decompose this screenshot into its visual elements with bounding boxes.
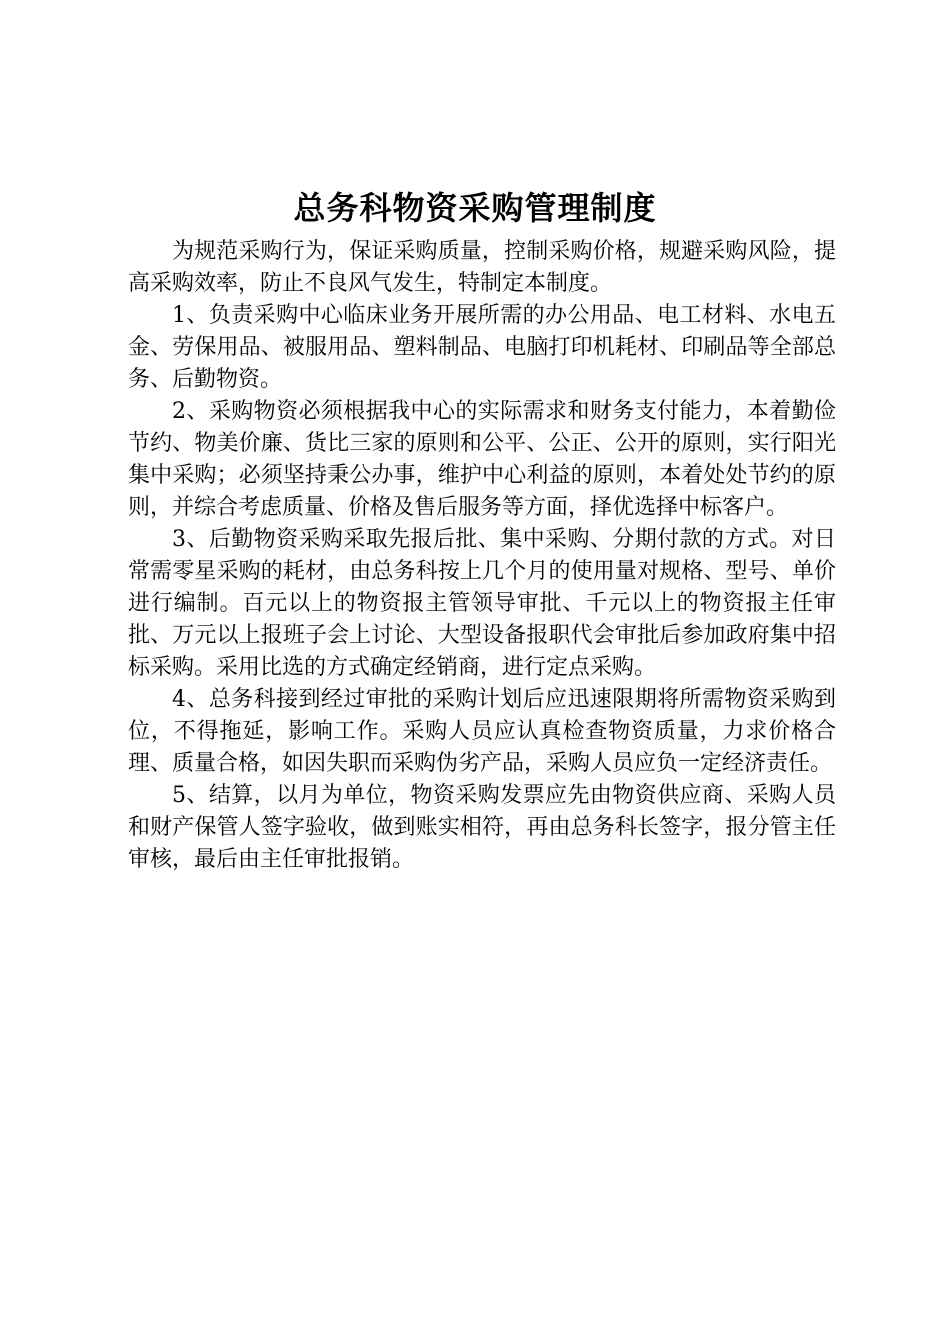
clause-5-paragraph: 5、结算，以月为单位，物资采购发票应先由物资供应商、采购人员和财产保管人签字验收，做到账实相符，再由总务科长签字，报分管主任审核，最后由主任审批报销。: [128, 783, 836, 872]
document-body: [128, 236, 836, 876]
clause-3-paragraph: 3、后勤物资采购采取先报后批、集中采购、分期付款的方式。对日常需零星采购的耗材，由总务科按上几个月的使用量对规格、型号、单价进行编制。百元以上的物资报主管领导审批、千元以上的物资报主任审批、万元以上报班子会上讨论、大型设备报职代会审批后参加政府集中招标采购。采用比选的方式确定经销商，进行定点采购。: [128, 527, 836, 680]
clause-2-paragraph: 2、采购物资必须根据我中心的实际需求和财务支付能力，本着勤俭节约、物美价廉、货比三家的原则和公平、公正、公开的原则，实行阳光集中采购；必须坚持秉公办事，维护中心利益的原则，本着处处节约的原则，并综合考虑质量、价格及售后服务等方面，择优选择中标客户。: [128, 399, 836, 520]
intro-paragraph: 为规范采购行为，保证采购质量，控制采购价格，规避采购风险，提高采购效率，防止不良风气发生，特制定本制度。: [128, 239, 836, 296]
clause-4-paragraph: 4、总务科接到经过审批的采购计划后应迅速限期将所需物资采购到位，不得拖延，影响工作。采购人员应认真检查物资质量，力求价格合理、质量合格，如因失职而采购伪劣产品，采购人员应负一定经济责任。: [128, 687, 836, 776]
clause-1-paragraph: 1、负责采购中心临床业务开展所需的办公用品、电工材料、水电五金、劳保用品、被服用品、塑料制品、电脑打印机耗材、印刷品等全部总务、后勤物资。: [128, 303, 836, 392]
document-title: 总务科物资采购管理制度: [293, 189, 657, 227]
